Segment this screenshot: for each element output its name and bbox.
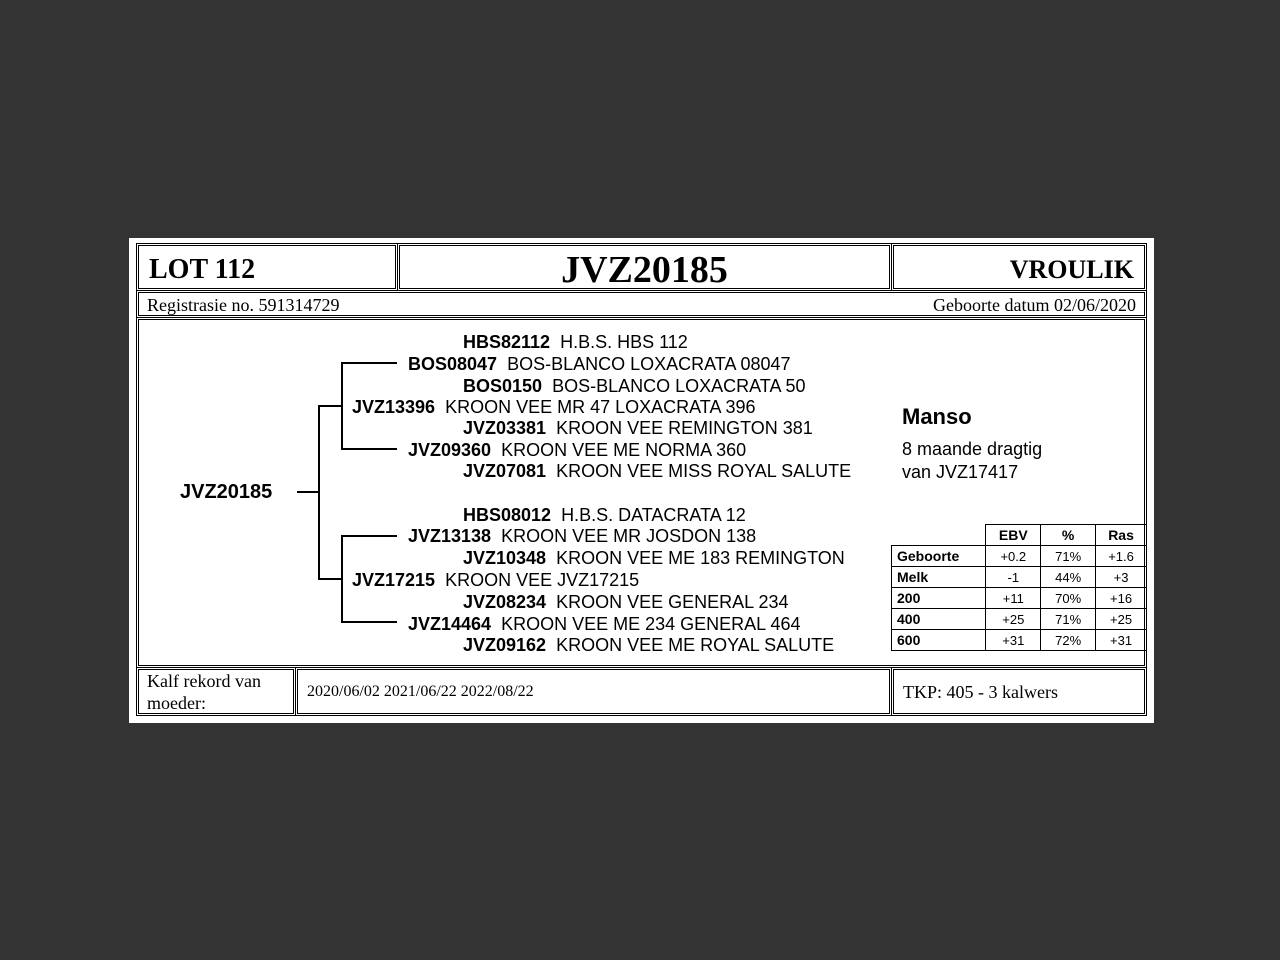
- connector-to-dam-dam: [341, 621, 397, 623]
- ebv-row-label: 600: [892, 630, 986, 651]
- lot-cell: [136, 243, 398, 291]
- ebv-value: +25: [986, 609, 1041, 630]
- pedigree-sire-sire-dam: BOS0150 BOS-BLANCO LOXACRATA 50: [463, 376, 806, 396]
- ebv-pct: 71%: [1041, 546, 1096, 567]
- calf-record-label-1: Kalf rekord van: [147, 671, 261, 691]
- pedigree-animal: JVZ20185: [180, 481, 273, 503]
- calf-record-dates: 2020/06/02 2021/06/22 2022/08/22: [307, 683, 534, 700]
- ebv-ras: +1.6: [1096, 546, 1147, 567]
- ebv-pct: 70%: [1041, 588, 1096, 609]
- ebv-pct: 71%: [1041, 609, 1096, 630]
- tkp-cell: [891, 667, 1147, 716]
- lot-card: [129, 238, 1154, 723]
- pedigree-dam-dam-dam: JVZ09162 KROON VEE ME ROYAL SALUTE: [463, 635, 835, 655]
- pedigree-dam-sire-dam: JVZ10348 KROON VEE ME 183 REMINGTON: [463, 548, 845, 568]
- ebv-value: +11: [986, 588, 1041, 609]
- registration-number: Registrasie no. 591314729: [147, 295, 340, 315]
- info-pregnancy-sire: van JVZ17417: [902, 462, 1019, 482]
- registration-row: [136, 290, 1147, 318]
- pedigree-sire-dam-sire: JVZ03381 KROON VEE REMINGTON 381: [463, 418, 813, 438]
- pedigree-dam-sire-sire: HBS08012 H.B.S. DATACRATA 12: [463, 505, 746, 525]
- calf-record-dates-cell: [295, 667, 892, 716]
- ebv-pct: 44%: [1041, 567, 1096, 588]
- table-row: [892, 609, 1147, 630]
- pedigree-dam-sire: JVZ13138 KROON VEE MR JOSDON 138: [408, 526, 757, 546]
- lot-number: LOT 112: [149, 254, 256, 285]
- animal-id-title: JVZ20185: [561, 249, 728, 291]
- pedigree-sire-sire-sire: HBS82112 H.B.S. HBS 112: [463, 332, 688, 352]
- pedigree-dam-dam: JVZ14464 KROON VEE ME 234 GENERAL 464: [408, 614, 801, 634]
- connector-animal: [297, 491, 319, 493]
- ebv-ras: +31: [1096, 630, 1147, 651]
- pedigree-sire: JVZ13396 KROON VEE MR 47 LOXACRATA 396: [352, 397, 756, 417]
- ebv-header-ebv: EBV: [986, 525, 1041, 546]
- ebv-header-pct: %: [1041, 525, 1096, 546]
- table-row: [892, 588, 1147, 609]
- ebv-header-ras: Ras: [1096, 525, 1147, 546]
- ebv-row-label: Geboorte: [892, 546, 986, 567]
- ebv-value: +0.2: [986, 546, 1041, 567]
- ebv-ras: +16: [1096, 588, 1147, 609]
- ebv-row-label: 400: [892, 609, 986, 630]
- connector-to-sire-sire: [341, 362, 397, 364]
- ebv-row-label: 200: [892, 588, 986, 609]
- info-pregnancy: 8 maande dragtig: [902, 439, 1043, 459]
- calf-record-label-cell: [136, 667, 296, 716]
- calf-record-label-2: moeder:: [147, 693, 206, 713]
- pedigree-sire-dam: JVZ09360 KROON VEE ME NORMA 360: [408, 440, 747, 460]
- table-row: [892, 567, 1147, 588]
- connector-main-vertical: [318, 405, 320, 580]
- connector-to-dam: [318, 578, 342, 580]
- id-cell: [397, 243, 892, 291]
- birth-date: Geboorte datum 02/06/2020: [933, 295, 1136, 315]
- info-heading: Manso: [902, 404, 972, 429]
- pedigree-sire-sire: BOS08047 BOS-BLANCO LOXACRATA 08047: [408, 354, 791, 374]
- sex-label: VROULIK: [1009, 255, 1134, 284]
- table-row: [892, 546, 1147, 567]
- tkp-value: TKP: 405 - 3 kalwers: [903, 682, 1058, 702]
- connector-to-sire: [318, 405, 342, 407]
- sex-cell: [891, 243, 1147, 291]
- connector-sire-vertical: [341, 362, 343, 450]
- pedigree-dam-dam-sire: JVZ08234 KROON VEE GENERAL 234: [463, 592, 789, 612]
- ebv-row-label: Melk: [892, 567, 986, 588]
- connector-to-dam-sire: [341, 535, 397, 537]
- ebv-value: +31: [986, 630, 1041, 651]
- ebv-value: -1: [986, 567, 1041, 588]
- ebv-table: [891, 524, 1147, 651]
- table-row: [892, 630, 1147, 651]
- pedigree-dam: JVZ17215 KROON VEE JVZ17215: [352, 570, 640, 590]
- ebv-pct: 72%: [1041, 630, 1096, 651]
- ebv-ras: +3: [1096, 567, 1147, 588]
- pedigree-sire-dam-dam: JVZ07081 KROON VEE MISS ROYAL SALUTE: [463, 461, 852, 481]
- connector-to-sire-dam: [341, 448, 397, 450]
- ebv-ras: +25: [1096, 609, 1147, 630]
- ebv-header-row: [892, 525, 1147, 546]
- connector-dam-vertical: [341, 535, 343, 623]
